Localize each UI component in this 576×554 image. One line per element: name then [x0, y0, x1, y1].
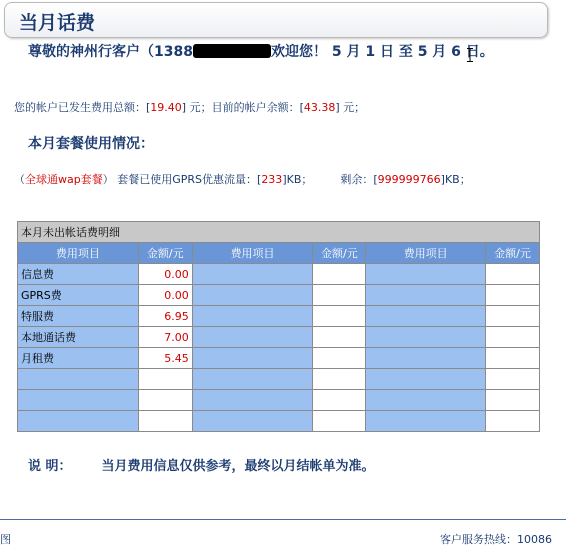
text-cursor-icon — [466, 48, 474, 62]
footer-left-text: 图 — [0, 533, 11, 546]
fee-amount: 7.00 — [138, 327, 192, 348]
column-header: 费用项目 — [18, 243, 139, 264]
fee-amount — [486, 390, 540, 411]
fee-amount — [313, 390, 366, 411]
title-box — [4, 2, 548, 38]
fee-item: GPRS费 — [18, 285, 139, 306]
fee-amount — [486, 348, 540, 369]
fee-item: 信息费 — [18, 264, 139, 285]
fee-item — [366, 306, 486, 327]
fee-item — [18, 390, 139, 411]
column-header: 金额/元 — [313, 243, 366, 264]
fee-amount — [486, 411, 540, 432]
greeting-suffix: 欢迎您！ 5 月 1 日 至 5 月 6 日。 — [270, 44, 494, 60]
table-row — [18, 390, 540, 411]
fee-amount — [313, 411, 366, 432]
table-caption: 本月未出帐话费明细 — [18, 222, 540, 243]
column-header: 费用项目 — [192, 243, 313, 264]
fee-item — [366, 411, 486, 432]
table-row — [18, 306, 540, 327]
balance-value: 43.38 — [303, 101, 336, 114]
fee-amount: 6.95 — [138, 306, 192, 327]
fee-item — [192, 369, 313, 390]
note-label: 说 明： — [28, 459, 72, 474]
fee-amount — [486, 327, 540, 348]
fee-amount — [313, 369, 366, 390]
column-header: 费用项目 — [366, 243, 486, 264]
fee-item — [192, 327, 313, 348]
column-header: 金额/元 — [486, 243, 540, 264]
fee-item: 本地通话费 — [18, 327, 139, 348]
fee-amount — [313, 264, 366, 285]
redacted-phone — [193, 44, 271, 58]
service-hotline: 客户服务热线：10086 — [440, 533, 552, 546]
fee-summary — [14, 99, 365, 115]
fee-amount — [313, 348, 366, 369]
package-remain-unit: ]KB； — [440, 173, 471, 186]
balance-label: ] 元；目前的帐户余额：[ — [181, 101, 304, 114]
package-usage — [14, 171, 471, 187]
package-used-label: ） 套餐已使用GPRS优惠流量：[ — [102, 173, 262, 186]
fee-amount — [486, 306, 540, 327]
fee-item — [366, 264, 486, 285]
table-row — [18, 285, 540, 306]
fee-item — [192, 285, 313, 306]
fee-amount — [313, 327, 366, 348]
fee-amount: 5.45 — [138, 348, 192, 369]
fee-item — [192, 306, 313, 327]
package-remain-value: 999999766 — [377, 173, 441, 186]
table-row — [18, 327, 540, 348]
table-row — [18, 369, 540, 390]
fee-amount — [138, 411, 192, 432]
fee-total-label: 您的帐户已发生费用总额：[ — [14, 101, 151, 114]
disclaimer-note — [28, 455, 375, 474]
fee-item — [366, 390, 486, 411]
column-header: 金额/元 — [138, 243, 192, 264]
fee-item — [366, 348, 486, 369]
package-used-value: 233 — [261, 173, 283, 186]
fee-amount — [138, 369, 192, 390]
fee-total-value: 19.40 — [150, 101, 182, 114]
fee-item — [366, 327, 486, 348]
fee-item — [366, 369, 486, 390]
greeting-prefix: 尊敬的神州行客户（1388 — [28, 44, 193, 60]
fee-item — [18, 411, 139, 432]
table-row — [18, 411, 540, 432]
page-title: 当月话费 — [19, 12, 96, 34]
balance-unit: ] 元； — [335, 101, 366, 114]
footer-divider — [0, 519, 566, 520]
table-row — [18, 264, 540, 285]
fee-item — [192, 348, 313, 369]
package-used-unit: ]KB； — [282, 173, 313, 186]
bill-detail-table — [17, 221, 540, 432]
table-row — [18, 348, 540, 369]
table-header-row — [18, 243, 540, 264]
fee-amount — [313, 285, 366, 306]
fee-item — [366, 285, 486, 306]
package-name: 全球通wap套餐 — [25, 173, 103, 186]
package-remain-label: 剩余：[ — [340, 173, 378, 186]
fee-item — [192, 411, 313, 432]
fee-item: 特服费 — [18, 306, 139, 327]
fee-amount: 0.00 — [138, 285, 192, 306]
fee-amount — [138, 390, 192, 411]
fee-amount — [313, 306, 366, 327]
fee-amount: 0.00 — [138, 264, 192, 285]
fee-amount — [486, 285, 540, 306]
package-section-title: 本月套餐使用情况： — [28, 136, 154, 152]
fee-amount — [486, 369, 540, 390]
package-open-paren: （ — [14, 173, 25, 186]
note-text: 当月费用信息仅供参考，最终以月结帐单为准。 — [101, 459, 375, 474]
fee-item — [192, 390, 313, 411]
fee-item: 月租费 — [18, 348, 139, 369]
fee-item — [192, 264, 313, 285]
fee-item — [18, 369, 139, 390]
fee-amount — [486, 264, 540, 285]
